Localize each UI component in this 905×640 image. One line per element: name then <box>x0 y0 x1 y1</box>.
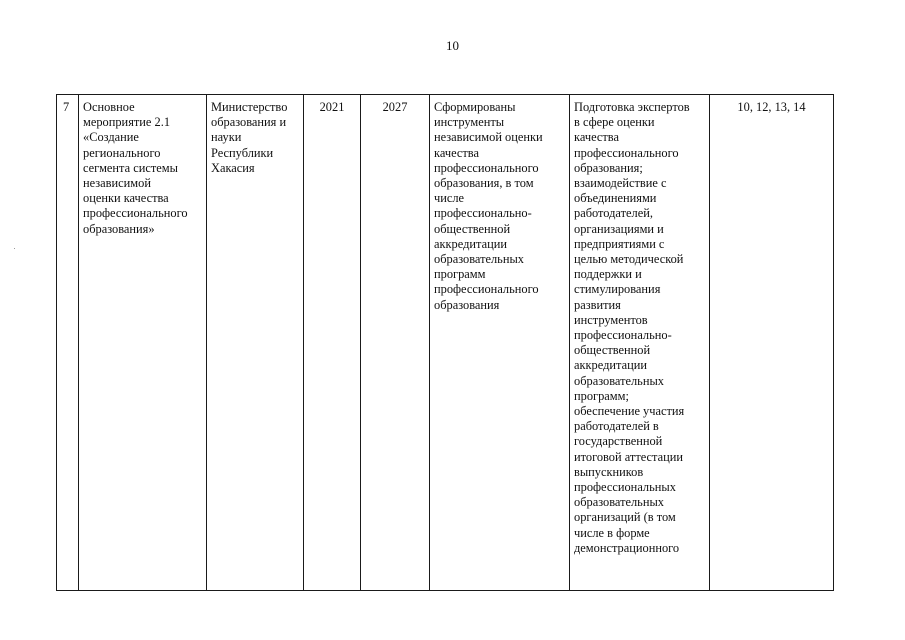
start-year-cell: 2021 <box>304 95 361 591</box>
table-row <box>57 95 834 591</box>
expected-result-cell: Сформированы инструменты независимой оценки качества профессионального образования, в том числе профессионально- общественной аккредитации образовательных программ профессионального образования <box>430 95 570 591</box>
responsible-executor-cell: Министерство образования и науки Республики Хакасия <box>207 95 304 591</box>
row-number-cell: 7 <box>57 95 79 591</box>
program-measures-table <box>56 94 834 591</box>
main-activities-cell: Подготовка экспертов в сфере оценки качества профессионального образования; взаимодействие с объединениями работодателей, организациями и предприятиями с целью методической поддержки и стимулирования развития инструментов профессионально- общественной аккредитации образовательных программ; обеспечение участия работодателей в государственной итоговой аттестации выпускников профессиональных образовательных организаций (в том числе в форме демонстрационного <box>570 95 710 591</box>
measure-name-cell: Основное мероприятие 2.1 «Создание регионального сегмента системы независимой оценки качества профессионального образования» <box>79 95 207 591</box>
related-indicators-cell: 10, 12, 13, 14 <box>710 95 834 591</box>
table-bottom-border <box>57 591 834 592</box>
end-year-cell: 2027 <box>361 95 430 591</box>
page-number: 10 <box>446 38 459 53</box>
scan-speck <box>14 248 15 249</box>
